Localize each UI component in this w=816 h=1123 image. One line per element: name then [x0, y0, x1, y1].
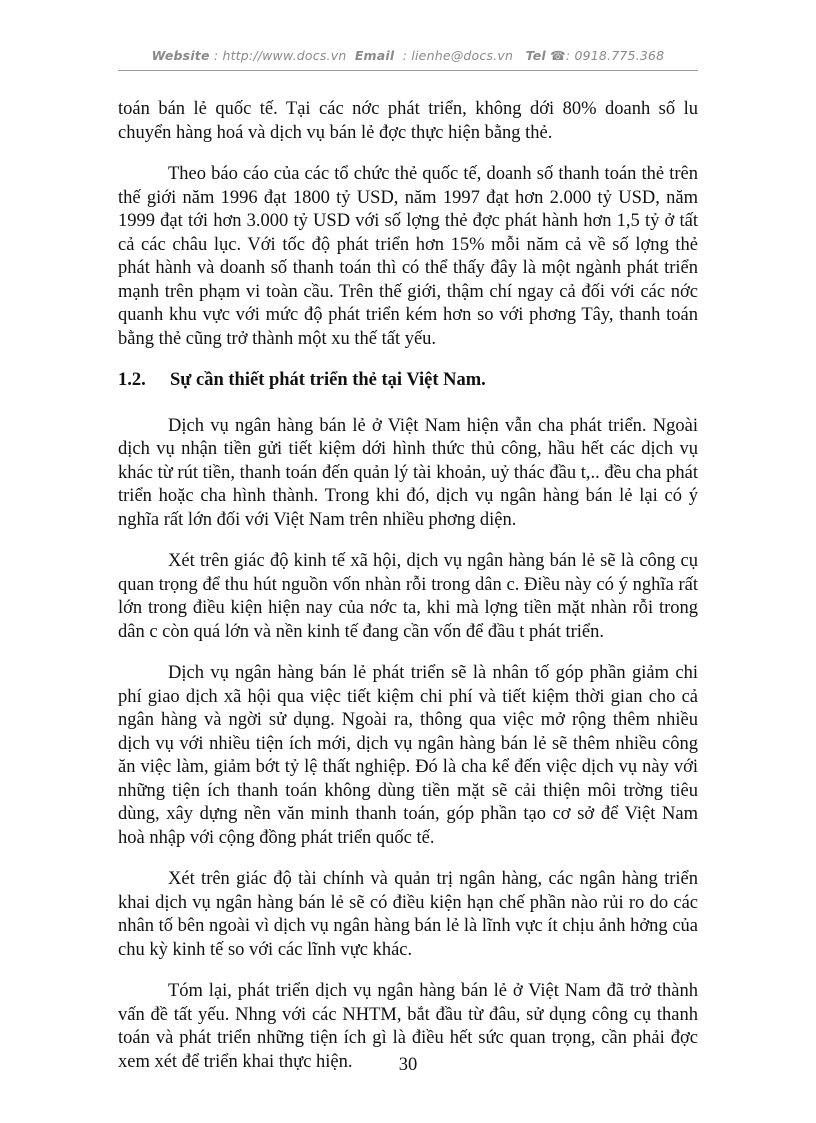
website-link[interactable]: : http://www.docs.vn [213, 48, 347, 63]
paragraph-socioeconomic: Xét trên giác độ kinh tế xã hội, dịch vụ ngân hàng bán lẻ sẽ là công cụ quan trọng để thu hút nguồn vốn nhàn rỗi trong dân c. Điều này có ý nghĩa rất lớn trong điều kiện hiện nay của nớc ta, khi mà lợng tiền mặt nhàn rỗi trong dân c còn quá lớn và nền kinh tế đang cần vốn để đầu t phát triển. [118, 551, 698, 642]
section-number: 1.2. [118, 370, 146, 390]
paragraph-card-revenue: Theo báo cáo của các tổ chức thẻ quốc tế, doanh số thanh toán thẻ trên thế giới năm 1996 đạt 1800 tỷ USD, năm 1997 đạt hơn 2.000 tỷ USD, năm 1999 đạt tới hơn 3.000 tỷ USD với số lợng thẻ đợc phát hành hơn 1,5 tỷ ở tất cả các châu lục. Với tốc độ phát triển hơn 15% mỗi năm cả về số lợng thẻ phát hành và doanh số thanh toán thì có thể thấy đây là một ngành phát triển mạnh trên phạm vi toàn cầu. Trên thế giới, thậm chí ngay cả đối với các nớc quanh khu vực với mức độ phát triển kém hơn so với phơng Tây, thanh toán bằng thẻ cũng trở thành một xu thế tất yếu. [118, 164, 698, 349]
page-body [118, 98, 698, 1092]
header-divider [118, 70, 698, 71]
section-heading [118, 369, 698, 393]
tel-value: : 0918.775.368 [565, 48, 665, 63]
email-link[interactable]: : lienhe@docs.vn [402, 48, 514, 63]
paragraph-retail-banking: Dịch vụ ngân hàng bán lẻ ở Việt Nam hiện vẫn cha phát triển. Ngoài dịch vụ nhận tiền gửi tiết kiệm dới hình thức thủ công, hầu hết các dịch vụ khác từ rút tiền, thanh toán đến quản lý tài khoản, uỷ thác đầu t,.. đều cha phát triển hoặc cha hình thành. Trong khi đó, dịch vụ ngân hàng bán lẻ lại có ý nghĩa rất lớn đối với Việt Nam trên nhiều phơng diện. [118, 415, 698, 530]
paragraph-conclusion: Tóm lại, phát triển dịch vụ ngân hàng bán lẻ ở Việt Nam đã trở thành vấn đề tất yếu. Nhng với các NHTM, bắt đầu từ đâu, sử dụng công cụ thanh toán và phát triển những tiện ích gì là điều hết sức quan trọng, cần phải đợc xem xét để triển khai thực hiện. [118, 981, 698, 1072]
phone-icon: ☎ [550, 48, 566, 63]
paragraph-transaction-costs: Dịch vụ ngân hàng bán lẻ phát triển sẽ là nhân tố góp phần giảm chi phí giao dịch xã hội qua việc tiết kiệm chi phí và tiết kiệm thời gian cho cả ngân hàng và ngời sử dụng. Ngoài ra, thông qua việc mở rộng thêm nhiều dịch vụ với nhiều tiện ích mới, dịch vụ ngân hàng bán lẻ sẽ thêm nhiều công ăn việc làm, giảm bớt tỷ lệ thất nghiệp. Đó là cha kể đến việc dịch vụ này với những tiện ích thanh toán không dùng tiền mặt sẽ cải thiện môi trờng tiêu dùng, xây dựng nền văn minh thanh toán, góp phần tạo cơ sở để Việt Nam hoà nhập với cộng đồng phát triển quốc tế. [118, 663, 698, 848]
email-label: Email [354, 48, 395, 63]
section-title: Sự cần thiết phát triển thẻ tại Việt Nam. [170, 370, 486, 390]
tel-label: Tel [525, 48, 546, 63]
page-header [0, 48, 816, 63]
website-label: Website [151, 48, 210, 63]
paragraph-finance-management: Xét trên giác độ tài chính và quản trị ngân hàng, các ngân hàng triển khai dịch vụ ngân hàng bán lẻ sẽ có điều kiện hạn chế phần nào rủi ro do các nhân tố bên ngoài vì dịch vụ ngân hàng bán lẻ là lĩnh vực ít chịu ảnh hởng của chu kỳ kinh tế so với các lĩnh vực khác. [118, 869, 698, 960]
paragraph-continuation: toán bán lẻ quốc tế. Tại các nớc phát triển, không dới 80% doanh số lu chuyển hàng hoá và dịch vụ bán lẻ đợc thực hiện bằng thẻ. [118, 99, 698, 143]
page-number: 30 [398, 1055, 418, 1075]
